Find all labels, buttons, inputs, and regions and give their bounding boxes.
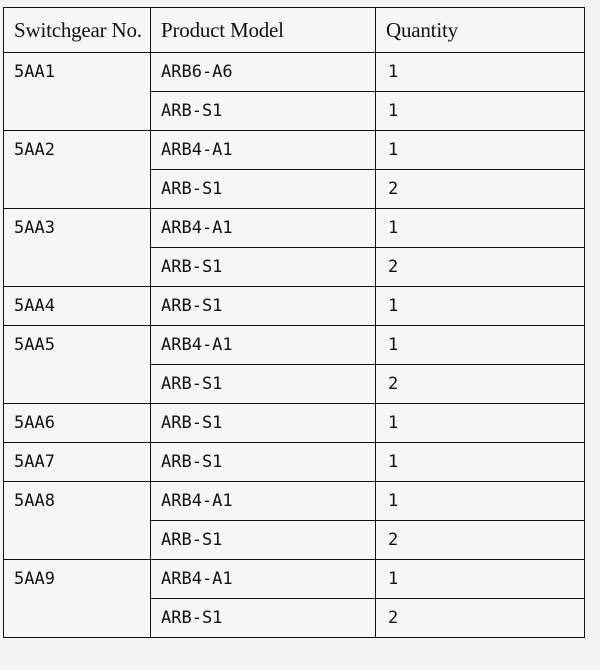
product-model-cell: ARB-S1 [151, 248, 376, 287]
table-row [4, 404, 585, 443]
product-model-cell: ARB-S1 [151, 170, 376, 209]
table-row [4, 287, 585, 326]
quantity-cell: 1 [376, 92, 585, 131]
table-body [4, 53, 585, 638]
product-model-cell: ARB-S1 [151, 599, 376, 638]
product-model-cell: ARB-S1 [151, 443, 376, 482]
quantity-cell: 1 [376, 443, 585, 482]
table-row [4, 482, 585, 521]
product-model-cell: ARB4-A1 [151, 560, 376, 599]
quantity-cell: 1 [376, 326, 585, 365]
switchgear-no-cell: 5AA9 [4, 560, 151, 638]
product-model-cell: ARB4-A1 [151, 131, 376, 170]
switchgear-no-cell: 5AA8 [4, 482, 151, 560]
product-model-cell: ARB-S1 [151, 404, 376, 443]
table-header [4, 8, 585, 53]
quantity-cell: 2 [376, 248, 585, 287]
switchgear-no-cell: 5AA7 [4, 443, 151, 482]
switchgear-no-cell: 5AA3 [4, 209, 151, 287]
header-row [4, 8, 585, 53]
quantity-cell: 2 [376, 365, 585, 404]
quantity-cell: 1 [376, 53, 585, 92]
table-row [4, 53, 585, 92]
switchgear-no-cell: 5AA5 [4, 326, 151, 404]
quantity-cell: 1 [376, 404, 585, 443]
product-model-cell: ARB-S1 [151, 365, 376, 404]
table-row [4, 131, 585, 170]
switchgear-no-cell: 5AA6 [4, 404, 151, 443]
product-model-cell: ARB-S1 [151, 287, 376, 326]
product-model-cell: ARB4-A1 [151, 326, 376, 365]
table-row [4, 209, 585, 248]
switchgear-no-cell: 5AA1 [4, 53, 151, 131]
table-row [4, 560, 585, 599]
quantity-cell: 1 [376, 131, 585, 170]
table-row [4, 443, 585, 482]
quantity-cell: 1 [376, 560, 585, 599]
header-quantity: Quantity [376, 8, 585, 53]
product-model-cell: ARB4-A1 [151, 482, 376, 521]
product-model-cell: ARB-S1 [151, 92, 376, 131]
switchgear-no-cell: 5AA4 [4, 287, 151, 326]
switchgear-table [3, 7, 585, 638]
quantity-cell: 1 [376, 209, 585, 248]
table-row [4, 326, 585, 365]
product-model-cell: ARB4-A1 [151, 209, 376, 248]
quantity-cell: 2 [376, 170, 585, 209]
quantity-cell: 2 [376, 599, 585, 638]
product-model-cell: ARB6-A6 [151, 53, 376, 92]
header-product-model: Product Model [151, 8, 376, 53]
quantity-cell: 1 [376, 287, 585, 326]
quantity-cell: 2 [376, 521, 585, 560]
product-model-cell: ARB-S1 [151, 521, 376, 560]
switchgear-no-cell: 5AA2 [4, 131, 151, 209]
quantity-cell: 1 [376, 482, 585, 521]
header-switchgear-no: Switchgear No. [4, 8, 151, 53]
